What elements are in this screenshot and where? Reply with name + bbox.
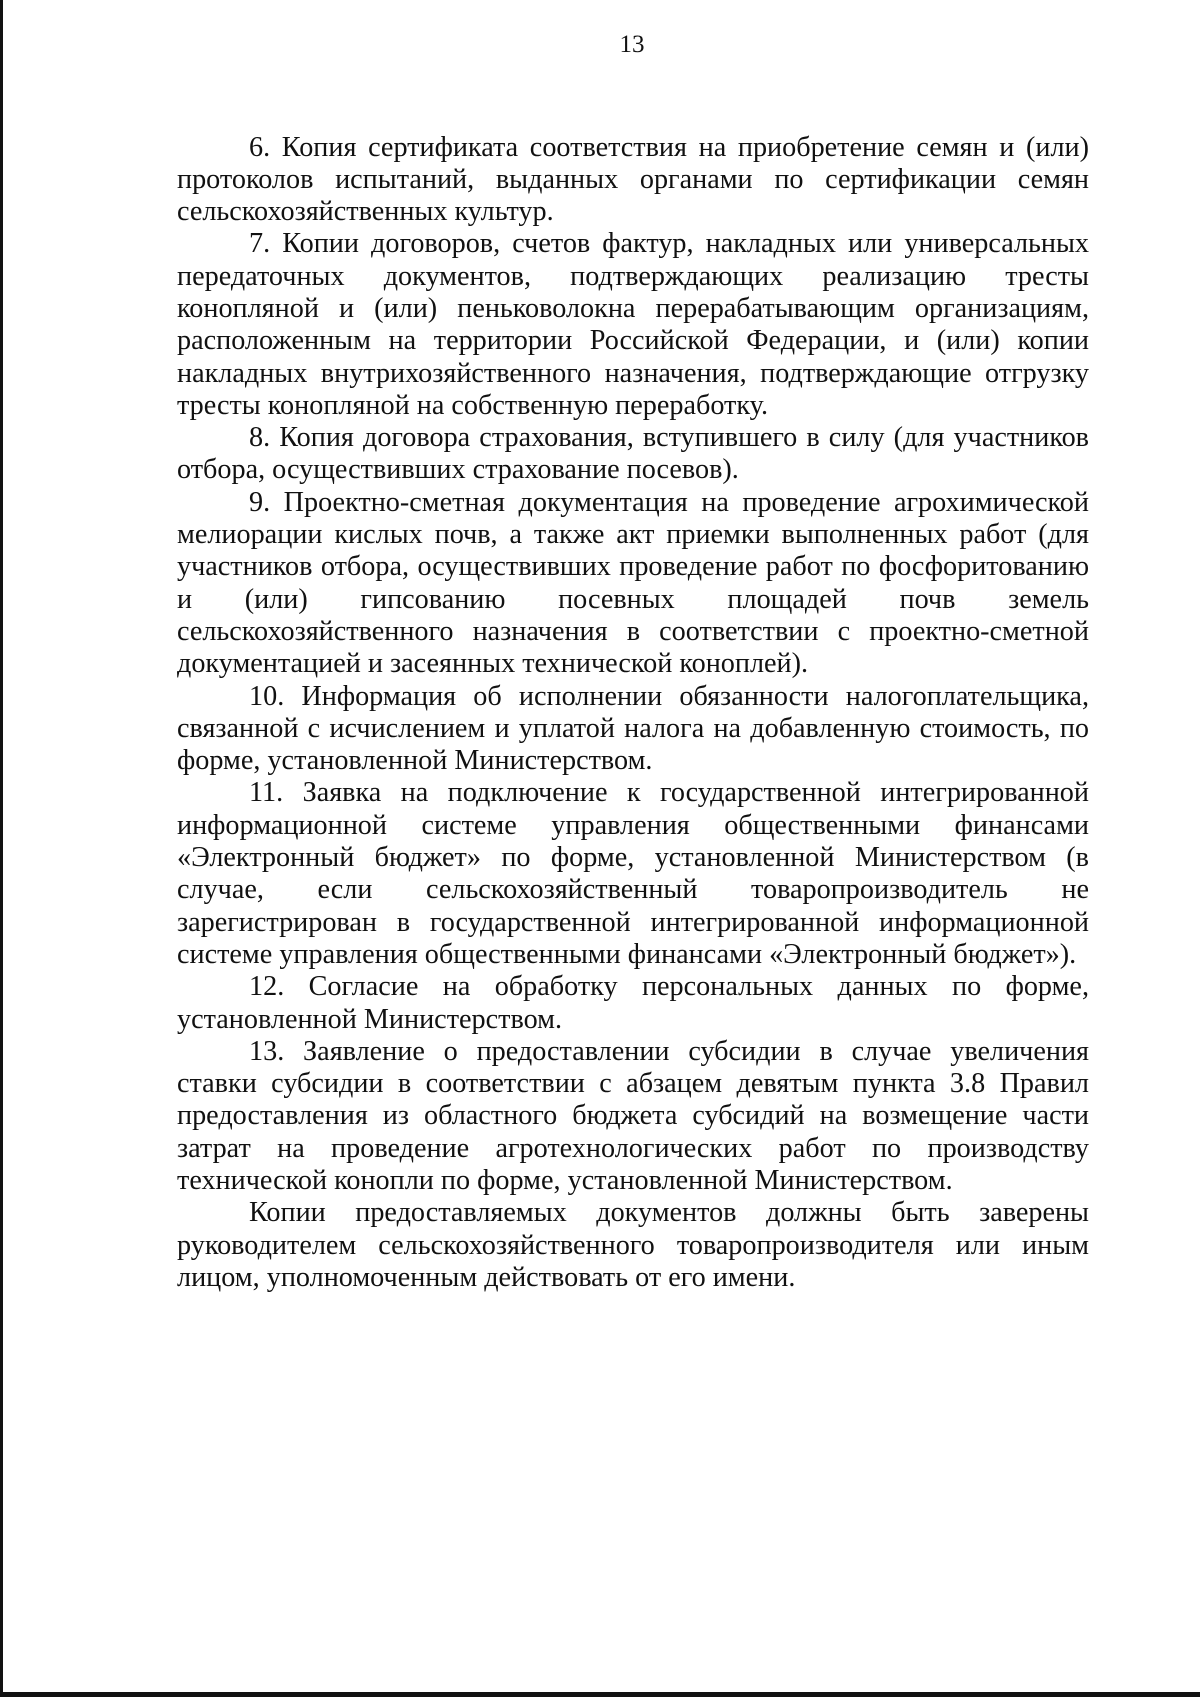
paragraph-closing: Копии предоставляемых документов должны быть заверены руководителем сельскохозяйственного товаропроизводителя или иным лицом, уполномоченным действовать от его имени. bbox=[177, 1197, 1089, 1293]
paragraph-item-12: 12. Согласие на обработку персональных данных по форме, установленной Министерством. bbox=[177, 971, 1089, 1035]
document-body bbox=[177, 132, 1089, 1295]
paragraph-item-13: 13. Заявление о предоставлении субсидии в случае увеличения ставки субсидии в соответствии с абзацем девятым пункта 3.8 Правил предоставления из областного бюджета субсидий на возмещение части затрат на проведение агротехнологических работ по производству технической конопли по форме, установленной Министерством. bbox=[177, 1035, 1089, 1196]
paragraph-item-10: 10. Информация об исполнении обязанности налогоплательщика, связанной с исчислением и уплатой налога на добавленную стоимость, по форме, установленной Министерством. bbox=[177, 680, 1089, 777]
page-number: 13 bbox=[619, 31, 645, 58]
paragraph-item-6: 6. Копия сертификата соответствия на приобретение семян и (или) протоколов испытаний, выданных органами по сертификации семян сельскохозяйственных культур. bbox=[177, 131, 1089, 228]
paragraph-item-8: 8. Копия договора страхования, вступившего в силу (для участников отбора, осуществивших страхование посевов). bbox=[177, 422, 1089, 486]
paragraph-item-11: 11. Заявка на подключение к государственной интегрированной информационной системе управления общественными финансами «Электронный бюджет» по форме, установленной Министерством (в случае, если сельскохозяйственный товаропроизводитель не зарегистрирован в государственной интегрированной информационной системе управления общественными финансами «Электронный бюджет»). bbox=[177, 777, 1089, 970]
scan-bottom-edge bbox=[0, 1692, 1200, 1697]
paragraph-item-7: 7. Копии договоров, счетов фактур, накладных или универсальных передаточных документов, подтверждающих реализацию тресты конопляной и (или) пеньковолокна перерабатывающим организациям, расположенным на территории Российской Федерации, и (или) копии накладных внутрихозяйственного назначения, подтверждающие отгрузку тресты конопляной на собственную переработку. bbox=[177, 228, 1089, 421]
scan-left-edge bbox=[0, 0, 3, 1697]
paragraph-item-9: 9. Проектно-сметная документация на проведение агрохимической мелиорации кислых почв, а также акт приемки выполненных работ (для участников отбора, осуществивших проведение работ по фосфоритованию и (или) гипсованию посевных площадей почв земель сельскохозяйственного назначения в соответствии с проектно-сметной документацией и засеянных технической коноплей). bbox=[177, 486, 1089, 680]
